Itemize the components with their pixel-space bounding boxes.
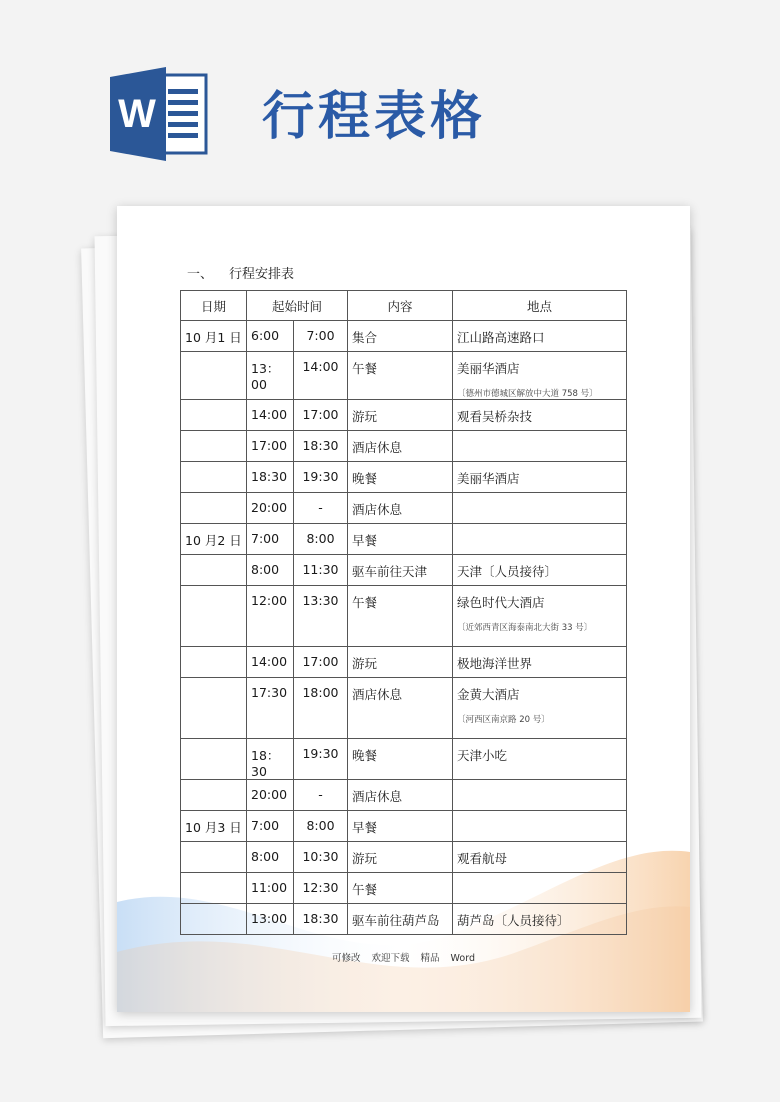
cell-start-time: 14:00: [247, 647, 294, 678]
page-title: 行程表格: [262, 87, 487, 147]
table-row: [181, 780, 627, 811]
cell-content: 集合: [348, 321, 453, 352]
cell-date: [181, 586, 247, 647]
cell-location: [453, 647, 627, 678]
document-page: [117, 206, 690, 1012]
location-name: 美丽华酒店: [457, 361, 520, 376]
cell-location: [453, 462, 627, 493]
cell-date: [181, 647, 247, 678]
table-row: [181, 524, 627, 555]
word-logo-letter: W: [118, 92, 156, 136]
cell-content: 晚餐: [348, 462, 453, 493]
cell-start-time: 13:00: [247, 904, 294, 935]
cell-end-time: 18:00: [294, 678, 348, 739]
cell-location: [453, 873, 627, 904]
location-name: 金黄大酒店: [457, 687, 520, 702]
cell-start-time: 20:00: [247, 493, 294, 524]
cell-end-time: 10:30: [294, 842, 348, 873]
table-row: [181, 321, 627, 352]
table-row: [181, 586, 627, 647]
cell-end-time: 8:00: [294, 524, 348, 555]
cell-start-time: 13：00: [247, 352, 294, 400]
cell-start-time: 17:00: [247, 431, 294, 462]
cell-start-time: 8:00: [247, 842, 294, 873]
cell-content: 游玩: [348, 647, 453, 678]
cell-location: [453, 811, 627, 842]
cell-date: [181, 493, 247, 524]
cell-start-time: 12:00: [247, 586, 294, 647]
cell-location: [453, 493, 627, 524]
cell-content: 午餐: [348, 352, 453, 400]
cell-start-time: 14:00: [247, 400, 294, 431]
location-name: 绿色时代大酒店: [457, 595, 545, 610]
cell-date: [181, 904, 247, 935]
cell-location: [453, 524, 627, 555]
table-row: [181, 873, 627, 904]
header-content: 内容: [348, 291, 453, 321]
cell-end-time: 7:00: [294, 321, 348, 352]
itinerary-table: [180, 290, 627, 935]
cell-content: 驱车前往葫芦岛: [348, 904, 453, 935]
cell-end-time: 11:30: [294, 555, 348, 586]
cell-end-time: 19:30: [294, 739, 348, 780]
section-number: 一、: [187, 267, 214, 282]
cell-start-time: 18：30: [247, 739, 294, 780]
location-name: 极地海洋世界: [457, 656, 533, 671]
word-logo-icon: [110, 67, 208, 161]
cell-date: [181, 739, 247, 780]
location-name: 天津〔人员接待〕: [457, 564, 558, 579]
cell-location: [453, 555, 627, 586]
cell-content: 酒店休息: [348, 431, 453, 462]
cell-content: 酒店休息: [348, 493, 453, 524]
table-row: [181, 678, 627, 739]
cell-start-time: 6:00: [247, 321, 294, 352]
table-row: [181, 462, 627, 493]
cell-date: 10 月2 日: [181, 524, 247, 555]
footer-note: 可修改 欢迎下载 精品 Word: [332, 953, 475, 964]
location-address: 〔德州市德城区解放中大道 758 号〕: [457, 389, 598, 399]
header-location: 地点: [453, 291, 627, 321]
table-row: [181, 352, 627, 400]
cell-date: [181, 462, 247, 493]
cell-end-time: 18:30: [294, 904, 348, 935]
cell-content: 早餐: [348, 524, 453, 555]
cell-location: [453, 586, 627, 647]
table-row: [181, 431, 627, 462]
cell-end-time: -: [294, 493, 348, 524]
location-name: 观看航母: [457, 851, 508, 866]
table-row: [181, 904, 627, 935]
location-name: 天津小吃: [457, 748, 508, 763]
cell-location: [453, 780, 627, 811]
cell-end-time: 14:00: [294, 352, 348, 400]
cell-start-time: 8:00: [247, 555, 294, 586]
cell-content: 酒店休息: [348, 780, 453, 811]
cell-date: [181, 400, 247, 431]
cell-start-time: 7:00: [247, 524, 294, 555]
cell-end-time: 8:00: [294, 811, 348, 842]
cell-start-time: 20:00: [247, 780, 294, 811]
cell-location: [453, 400, 627, 431]
cell-content: 午餐: [348, 873, 453, 904]
cell-end-time: 19:30: [294, 462, 348, 493]
cell-date: [181, 842, 247, 873]
cell-location: [453, 352, 627, 400]
cell-start-time: 18:30: [247, 462, 294, 493]
table-row: [181, 739, 627, 780]
cell-content: 游玩: [348, 400, 453, 431]
cell-start-time: 11:00: [247, 873, 294, 904]
cell-content: 驱车前往天津: [348, 555, 453, 586]
cell-location: [453, 321, 627, 352]
section-heading: [187, 263, 294, 282]
cell-date: [181, 780, 247, 811]
cell-content: 酒店休息: [348, 678, 453, 739]
cell-content: 晚餐: [348, 739, 453, 780]
table-body: [181, 321, 627, 935]
cell-date: [181, 678, 247, 739]
cell-date: [181, 431, 247, 462]
cell-location: [453, 678, 627, 739]
location-name: 美丽华酒店: [457, 471, 520, 486]
cell-date: 10 月1 日: [181, 321, 247, 352]
location-address: 〔近郊西青区海泰南北大街 33 号〕: [457, 623, 593, 633]
cell-start-time: 17:30: [247, 678, 294, 739]
table-row: [181, 811, 627, 842]
cell-location: [453, 842, 627, 873]
location-address: 〔河西区南京路 20 号〕: [457, 715, 550, 725]
cell-date: 10 月3 日: [181, 811, 247, 842]
cell-content: 游玩: [348, 842, 453, 873]
cell-date: [181, 555, 247, 586]
cell-date: [181, 352, 247, 400]
section-title: 行程安排表: [229, 267, 295, 282]
cell-end-time: 13:30: [294, 586, 348, 647]
header-date: 日期: [181, 291, 247, 321]
cell-end-time: 17:00: [294, 400, 348, 431]
cell-end-time: 17:00: [294, 647, 348, 678]
cell-start-time: 7:00: [247, 811, 294, 842]
cell-content: 午餐: [348, 586, 453, 647]
cell-end-time: -: [294, 780, 348, 811]
table-row: [181, 493, 627, 524]
cell-location: [453, 904, 627, 935]
cell-end-time: 18:30: [294, 431, 348, 462]
table-row: [181, 647, 627, 678]
location-name: 观看吴桥杂技: [457, 409, 533, 424]
table-row: [181, 842, 627, 873]
header-time: 起始时间: [247, 291, 348, 321]
cell-date: [181, 873, 247, 904]
table-row: [181, 400, 627, 431]
cell-content: 早餐: [348, 811, 453, 842]
location-name: 江山路高速路口: [457, 330, 545, 345]
table-header-row: [181, 291, 627, 321]
cell-location: [453, 739, 627, 780]
cell-location: [453, 431, 627, 462]
table-row: [181, 555, 627, 586]
cell-end-time: 12:30: [294, 873, 348, 904]
location-name: 葫芦岛〔人员接待〕: [457, 913, 570, 928]
